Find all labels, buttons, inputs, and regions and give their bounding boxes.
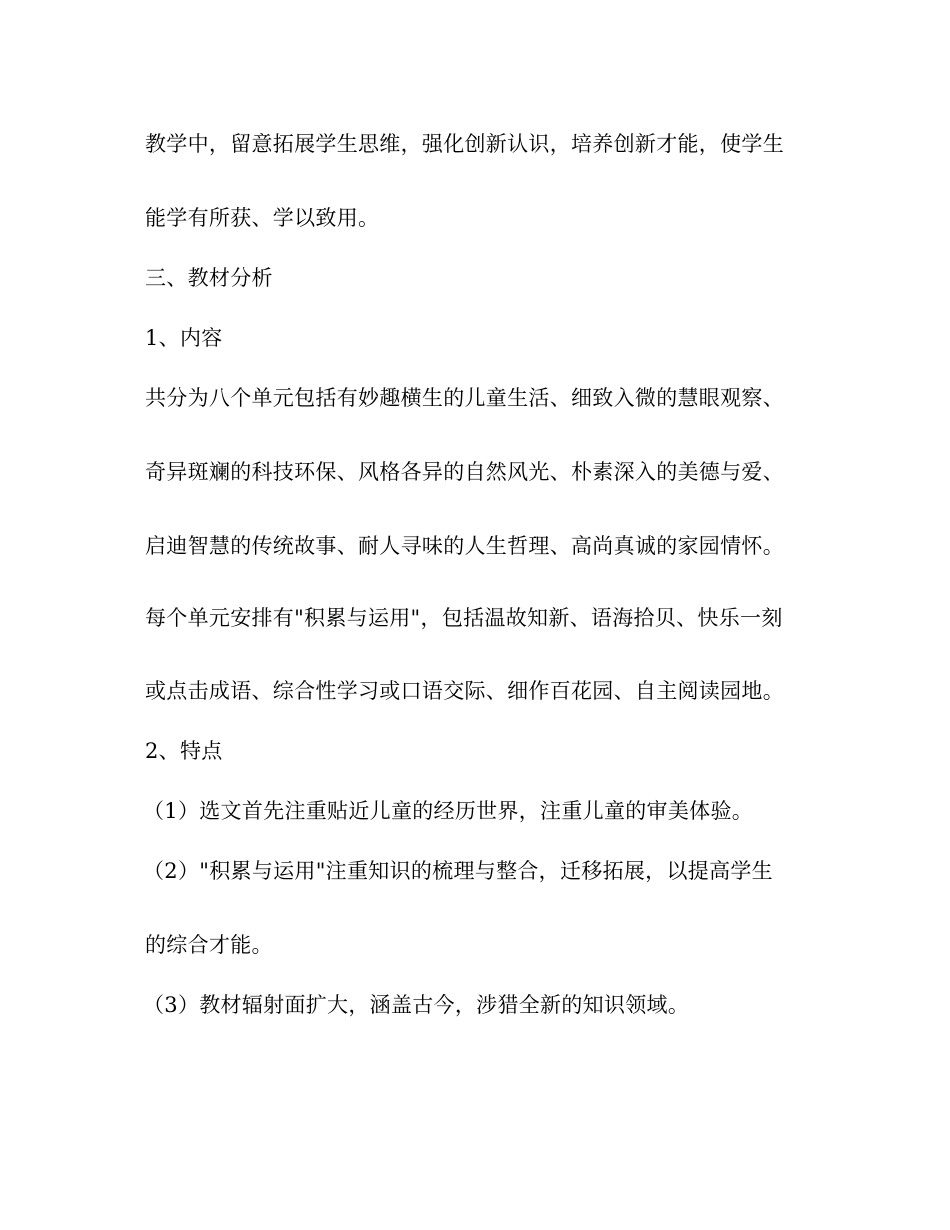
paragraph-1-line-1: 教学中，留意拓展学生思维，强化创新认识，培养创新才能，使学生: [145, 132, 784, 156]
section-heading: 三、教材分析: [145, 266, 273, 290]
paragraph-2-line-2: 奇异斑斓的科技环保、风格各异的自然风光、朴素深入的美德与爱、: [145, 460, 784, 484]
subheading-content: 1、内容: [145, 326, 223, 350]
paragraph-3-line-2: 或点击成语、综合性学习或口语交际、细作百花园、自主阅读园地。: [145, 679, 784, 703]
feature-2-line-1: （2）"积累与运用"注重知识的梳理与整合，迁移拓展，以提高学生: [143, 859, 773, 883]
paragraph-2-line-3: 启迪智慧的传统故事、耐人寻味的人生哲理、高尚真诚的家园情怀。: [145, 534, 784, 558]
paragraph-2-line-1: 共分为八个单元包括有妙趣横生的儿童生活、细致入微的慧眼观察、: [145, 386, 784, 410]
feature-3: （3）教材辐射面扩大，涵盖古今，涉猎全新的知识领域。: [143, 993, 690, 1017]
paragraph-3-line-1: 每个单元安排有"积累与运用"，包括温故知新、语海拾贝、快乐一刻: [145, 606, 783, 630]
feature-2-line-2: 的综合才能。: [145, 933, 273, 957]
paragraph-1-line-2: 能学有所获、学以致用。: [145, 206, 380, 230]
feature-1: （1）选文首先注重贴近儿童的经历世界，注重儿童的审美体验。: [143, 799, 754, 823]
subheading-features: 2、特点: [145, 739, 223, 763]
